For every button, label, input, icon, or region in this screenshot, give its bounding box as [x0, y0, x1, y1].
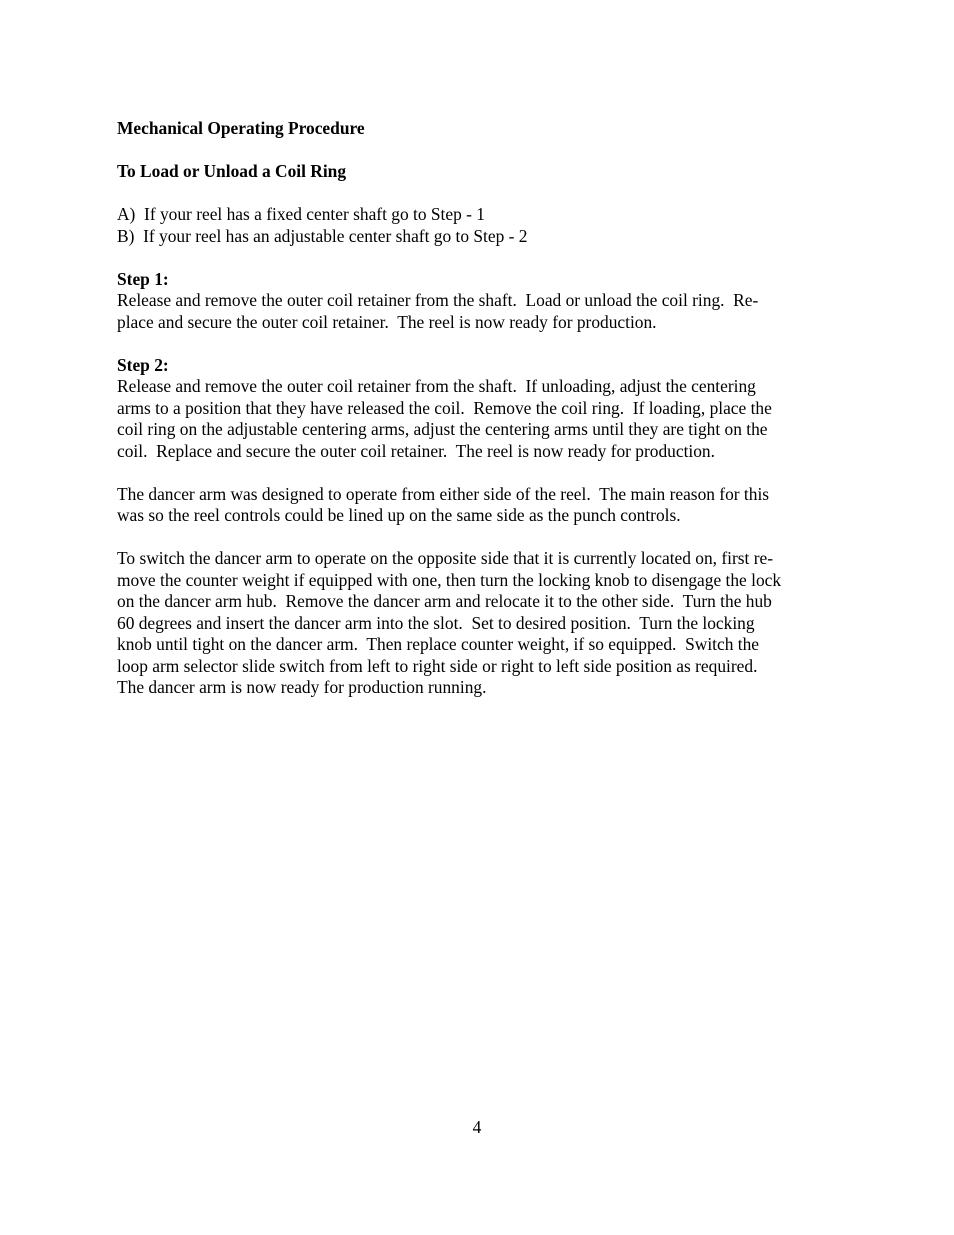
option-a: A) If your reel has a fixed center shaft go to Step - 1	[117, 204, 485, 224]
step-2-line: coil ring on the adjustable centering arms, adjust the centering arms until they are tight on the	[117, 419, 768, 439]
option-b: B) If your reel has an adjustable center shaft go to Step - 2	[117, 225, 528, 246]
dancer-line: The dancer arm was designed to operate from either side of the reel. The main reason for this	[117, 483, 770, 504]
switch-line: knob until tight on the dancer arm. Then replace counter weight, if so equipped. Switch the	[117, 634, 759, 654]
document-subtitle: To Load or Unload a Coil Ring	[117, 161, 347, 181]
switch-line: The dancer arm is now ready for production running.	[117, 677, 487, 697]
switch-paragraph	[117, 548, 837, 699]
step-2-line: arms to a position that they have released the coil. Remove the coil ring. If loading, place the	[117, 397, 772, 418]
step-2-section	[117, 355, 837, 463]
page-number: 4	[472, 1117, 482, 1137]
switch-line: move the counter weight if equipped with one, then turn the locking knob to disengage the lock	[117, 569, 782, 590]
step-1-line: Release and remove the outer coil retainer from the shaft. Load or unload the coil ring. Re-	[117, 290, 759, 310]
switch-line: loop arm selector slide switch from left to right side or right to left side position as required.	[117, 655, 758, 676]
switch-line: on the dancer arm hub. Remove the dancer arm and relocate it to the other side. Turn the hub	[117, 591, 772, 611]
dancer-line: was so the reel controls could be lined up on the same side as the punch controls.	[117, 505, 681, 525]
switch-line: To switch the dancer arm to operate on the opposite side that it is currently located on, first re-	[117, 548, 774, 568]
dancer-paragraph	[117, 484, 837, 527]
step-1-line: place and secure the outer coil retainer. The reel is now ready for production.	[117, 311, 657, 332]
options-list	[117, 204, 837, 247]
step-2-line: Release and remove the outer coil retainer from the shaft. If unloading, adjust the centering	[117, 376, 756, 396]
document-title: Mechanical Operating Procedure	[117, 118, 365, 138]
step-1-section	[117, 269, 837, 334]
step-1-title: Step 1:	[117, 268, 169, 289]
step-2-title: Step 2:	[117, 354, 169, 375]
step-2-line: coil. Replace and secure the outer coil retainer. The reel is now ready for production.	[117, 440, 715, 461]
document-page	[117, 118, 837, 699]
switch-line: 60 degrees and insert the dancer arm into the slot. Set to desired position. Turn the locking	[117, 612, 755, 633]
